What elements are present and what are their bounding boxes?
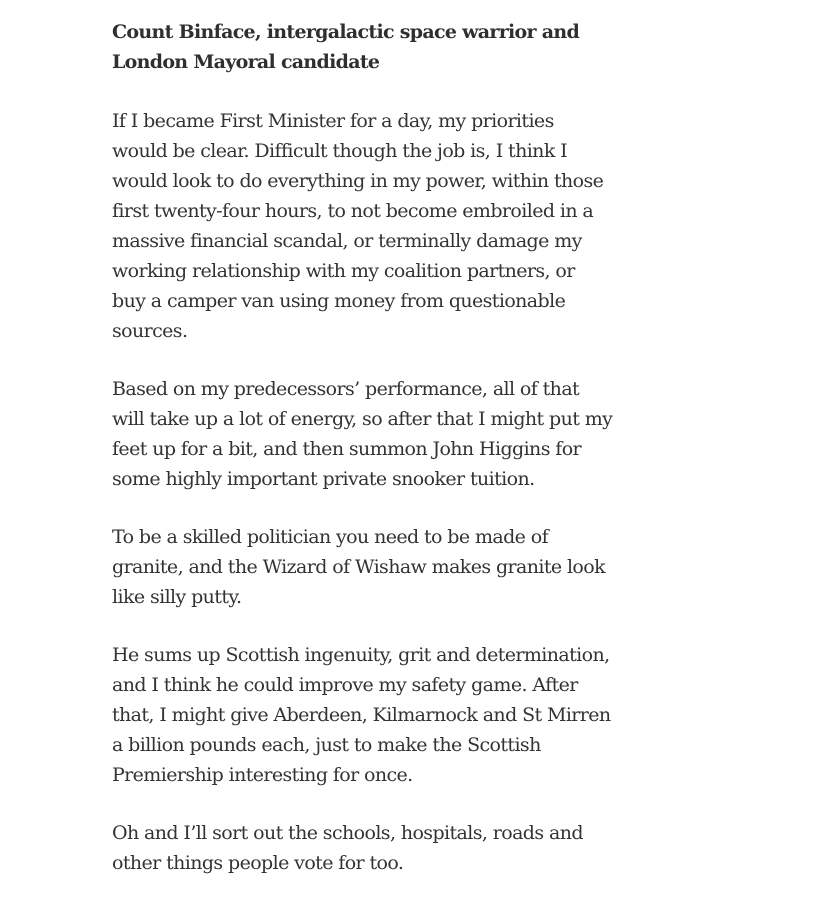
paragraph (112, 522, 672, 612)
article-heading (112, 17, 672, 77)
text-line: would look to do everything in my power, within those (112, 170, 604, 192)
paragraph (112, 818, 672, 878)
text-line: Based on my predecessors’ performance, all of that (112, 378, 580, 400)
text-line: that, I might give Aberdeen, Kilmarnock and St Mirren (112, 704, 611, 726)
text-line: To be a skilled politician you need to be made of (112, 526, 549, 548)
paragraph (112, 374, 672, 494)
text-line: would be clear. Difficult though the job is, I think I (112, 140, 568, 162)
text-line: massive financial scandal, or terminally damage my (112, 230, 582, 252)
text-line: and I think he could improve my safety game. After (112, 674, 578, 696)
paragraph (112, 106, 672, 346)
text-line: like silly putty. (112, 586, 242, 608)
heading-line: Count Binface, intergalactic space warrior and (112, 21, 580, 43)
text-line: first twenty-four hours, to not become embroiled in a (112, 200, 594, 222)
article-body (112, 17, 672, 906)
text-line: some highly important private snooker tuition. (112, 468, 535, 490)
text-line: Oh and I’ll sort out the schools, hospitals, roads and (112, 822, 583, 844)
text-line: working relationship with my coalition partners, or (112, 260, 575, 282)
text-line: If I became First Minister for a day, my priorities (112, 110, 554, 132)
text-line: buy a camper van using money from questionable (112, 290, 566, 312)
text-line: other things people vote for too. (112, 852, 404, 874)
text-line: a billion pounds each, just to make the Scottish (112, 734, 541, 756)
text-line: will take up a lot of energy, so after that I might put my (112, 408, 613, 430)
text-line: feet up for a bit, and then summon John Higgins for (112, 438, 582, 460)
text-line: sources. (112, 320, 188, 342)
paragraph (112, 640, 672, 790)
text-line: Premiership interesting for once. (112, 764, 413, 786)
text-line: He sums up Scottish ingenuity, grit and determination, (112, 644, 610, 666)
text-line: granite, and the Wizard of Wishaw makes granite look (112, 556, 606, 578)
heading-line: London Mayoral candidate (112, 51, 380, 73)
